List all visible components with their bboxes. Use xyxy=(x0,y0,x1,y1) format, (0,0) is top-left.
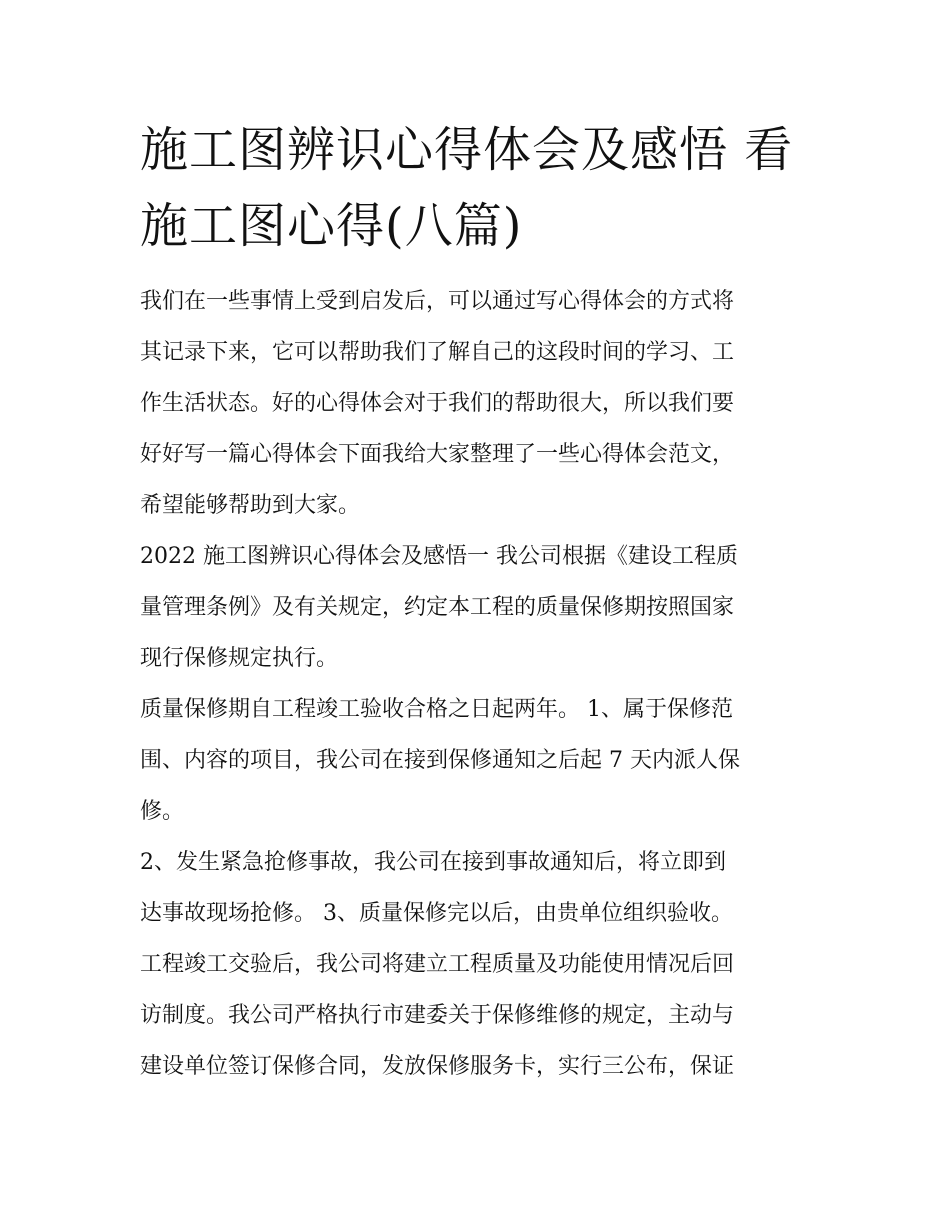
document-title xyxy=(140,112,820,264)
text-line: 质量保修期自工程竣工验收合格之日起两年。 1、属于保修范 xyxy=(140,697,733,722)
text-line: 作生活状态。好的心得体会对于我们的帮助很大，所以我们要 xyxy=(140,391,735,416)
text-line: 2022 施工图辨识心得体会及感悟一 我公司根据《建设工程质 xyxy=(140,544,738,569)
document-body xyxy=(140,280,820,1096)
text-line: 其记录下来，它可以帮助我们了解自己的这段时间的学习、工 xyxy=(140,340,735,365)
text-line: 我们在一些事情上受到启发后，可以通过写心得体会的方式将 xyxy=(140,289,735,314)
title-line: 施工图心得(八篇) xyxy=(140,198,523,254)
text-line: 2、发生紧急抢修事故，我公司在接到事故通知后，将立即到 xyxy=(140,850,726,875)
text-line: 工程竣工交验后，我公司将建立工程质量及功能使用情况后回 xyxy=(140,952,735,977)
paragraph-essay-one xyxy=(140,535,820,688)
text-line: 好好写一篇心得体会下面我给大家整理了一些心得体会范文， xyxy=(140,442,735,467)
paragraph-emergency-repair xyxy=(140,841,820,1096)
text-line: 修。 xyxy=(140,799,185,824)
paragraph-warranty-period xyxy=(140,688,820,841)
title-line: 施工图辨识心得体会及感悟 看 xyxy=(140,122,794,178)
text-line: 访制度。我公司严格执行市建委关于保修维修的规定，主动与 xyxy=(140,1003,735,1028)
text-line: 围、内容的项目，我公司在接到保修通知之后起 7 天内派人保 xyxy=(140,748,740,773)
paragraph-intro xyxy=(140,280,820,535)
text-line: 希望能够帮助到大家。 xyxy=(140,493,361,518)
text-line: 量管理条例》及有关规定，约定本工程的质量保修期按照国家 xyxy=(140,595,735,620)
text-line: 现行保修规定执行。 xyxy=(140,646,339,671)
text-line: 建设单位签订保修合同，发放保修服务卡，实行三公布，保证 xyxy=(140,1054,735,1079)
text-line: 达事故现场抢修。 3、质量保修完以后，由贵单位组织验收。 xyxy=(140,901,733,926)
